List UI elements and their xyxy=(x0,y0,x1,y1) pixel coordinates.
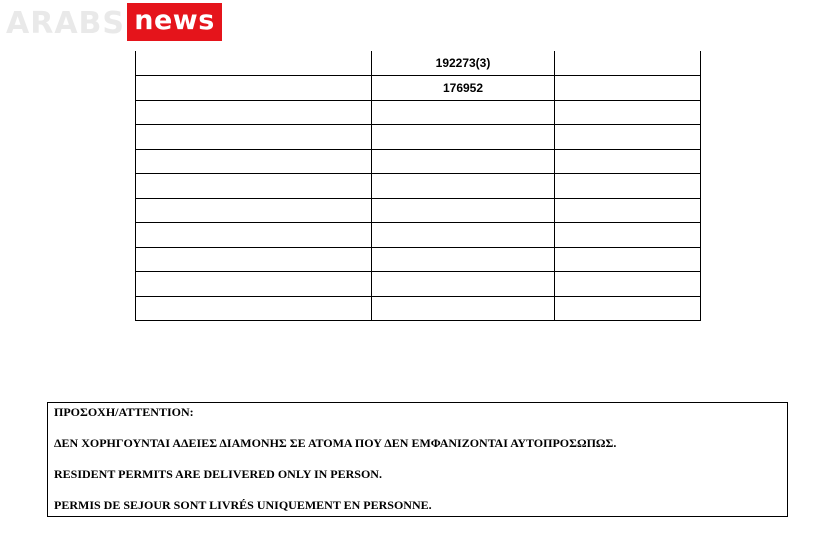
notice-heading: ΠΡΟΣΟΧΗ/ATTENTION: xyxy=(54,405,194,419)
table-cell xyxy=(555,100,701,125)
table-row xyxy=(136,51,701,76)
table-cell xyxy=(372,272,555,297)
table-cell: 192273(3) xyxy=(372,51,555,76)
table-cell xyxy=(136,198,372,223)
table-cell xyxy=(136,100,372,125)
table-cell xyxy=(136,51,372,76)
table-cell xyxy=(555,125,701,150)
watermark-text: ARABS xyxy=(6,6,126,41)
table-cell xyxy=(555,174,701,199)
table-row xyxy=(136,198,701,223)
table-row xyxy=(136,174,701,199)
table-cell xyxy=(372,247,555,272)
table-cell xyxy=(136,247,372,272)
notice-greek-text: ΔΕΝ ΧΟΡΗΓΟΥΝΤΑΙ ΑΔΕΙΕΣ ΔΙΑΜΟΝΗΣ ΣΕ ΑΤΟΜΑ ΠΟΥ ΔΕΝ ΕΜΦΑΝΙΖΟΝΤΑΙ ΑΥΤΟΠΡΟΣΩΠΩΣ. xyxy=(54,436,617,450)
table-row xyxy=(136,247,701,272)
table-cell xyxy=(555,296,701,321)
table-cell xyxy=(372,198,555,223)
table-row xyxy=(136,125,701,150)
table-cell xyxy=(136,125,372,150)
table-cell xyxy=(372,174,555,199)
notice-french-text: PERMIS DE SEJOUR SONT LIVRÉS UNIQUEMENT EN PERSONNE. xyxy=(54,498,432,512)
table-cell xyxy=(136,174,372,199)
table-cell xyxy=(372,125,555,150)
table-row xyxy=(136,76,701,101)
table-cell xyxy=(555,51,701,76)
table-cell: 176952 xyxy=(372,76,555,101)
table-cell xyxy=(555,247,701,272)
table-row xyxy=(136,223,701,248)
table-cell xyxy=(136,296,372,321)
table-cell xyxy=(372,149,555,174)
table-cell xyxy=(555,272,701,297)
table-row xyxy=(136,149,701,174)
table-row xyxy=(136,272,701,297)
table-cell xyxy=(136,223,372,248)
table-cell xyxy=(136,76,372,101)
table-cell xyxy=(555,76,701,101)
table-body xyxy=(136,51,701,321)
table-cell xyxy=(555,223,701,248)
table-cell xyxy=(372,223,555,248)
table-cell xyxy=(372,100,555,125)
table-cell xyxy=(555,198,701,223)
table-cell xyxy=(136,149,372,174)
table-cell xyxy=(555,149,701,174)
data-table xyxy=(135,51,701,321)
table-cell xyxy=(372,296,555,321)
notice-english-text: RESIDENT PERMITS ARE DELIVERED ONLY IN PERSON. xyxy=(54,467,382,481)
table-cell xyxy=(136,272,372,297)
attention-notice xyxy=(47,402,788,517)
news-logo: news xyxy=(127,3,222,41)
table-row xyxy=(136,296,701,321)
table-row xyxy=(136,100,701,125)
